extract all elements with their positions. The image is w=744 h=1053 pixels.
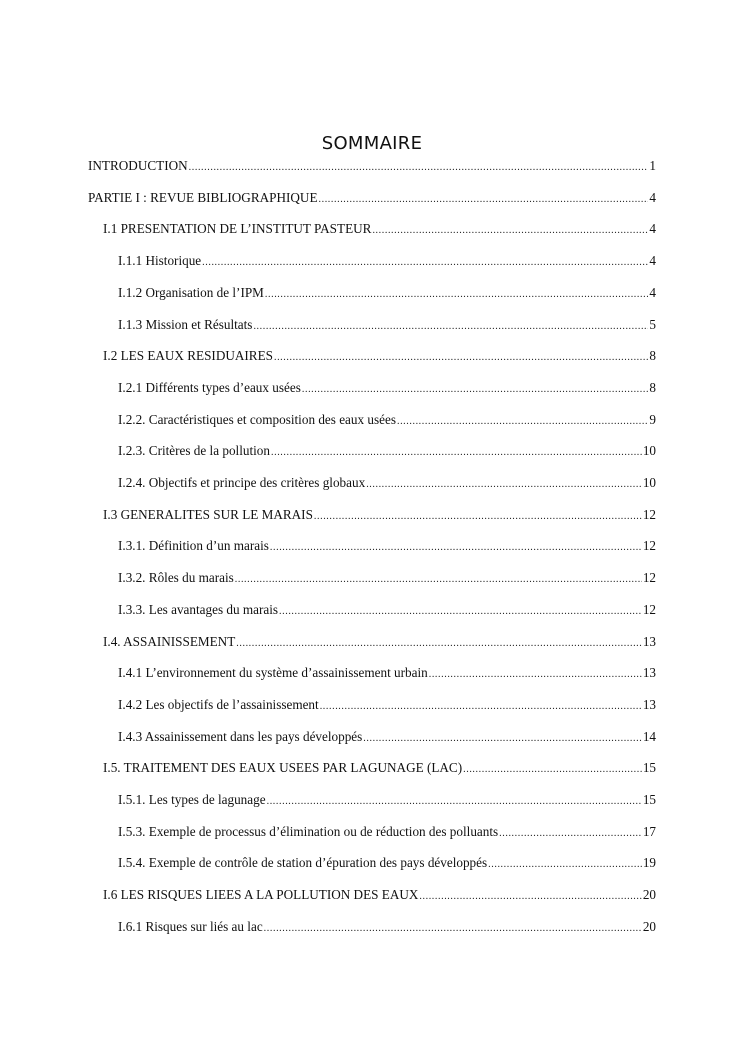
toc-entry-page-number: 20 [642, 887, 656, 902]
toc-entry-label: I.6 LES RISQUES LIEES A LA POLLUTION DES EAUX [103, 887, 419, 902]
dot-leader [302, 381, 649, 399]
toc-entry-label: I.1.1 Historique [118, 253, 202, 268]
toc-entry-label: I.2 LES EAUX RESIDUAIRES [103, 348, 273, 363]
dot-leader [366, 476, 642, 494]
toc-entry[interactable] [118, 854, 656, 872]
toc-entry[interactable] [118, 252, 656, 270]
toc-entry-page-number: 19 [642, 855, 656, 870]
toc-entry-label: I.3.3. Les avantages du marais [118, 602, 279, 617]
toc-entry[interactable] [118, 411, 656, 429]
dot-leader [499, 825, 642, 843]
toc-entry-page-number: 4 [649, 221, 656, 236]
toc-entry[interactable] [118, 664, 656, 682]
toc-entry-page-number: 12 [642, 538, 656, 553]
toc-entry-label: I.2.2. Caractéristiques et composition des eaux usées [118, 412, 396, 427]
toc-entry[interactable] [118, 569, 656, 587]
toc-entry[interactable] [118, 379, 656, 397]
dot-leader [314, 508, 642, 526]
toc-entry-label: I.4.1 L’environnement du système d’assainissement urbain [118, 665, 428, 680]
toc-entry[interactable] [118, 791, 656, 809]
dot-leader [419, 888, 641, 906]
dot-leader [202, 254, 648, 272]
toc-entry-label: I.2.4. Objectifs et principe des critères globaux [118, 475, 366, 490]
dot-leader [429, 666, 642, 684]
dot-leader [463, 761, 642, 779]
toc-entry[interactable] [88, 157, 656, 175]
toc-entry-page-number: 10 [642, 475, 656, 490]
toc-entry-label: I.6.1 Risques sur liés au lac [118, 919, 263, 934]
toc-entry-page-number: 10 [642, 443, 656, 458]
toc-entry-page-number: 8 [649, 380, 656, 395]
toc-entry-page-number: 5 [649, 317, 656, 332]
toc-entry[interactable] [103, 886, 656, 904]
toc-entry-label: I.3.1. Définition d’un marais [118, 538, 269, 553]
dot-leader [235, 571, 642, 589]
toc-entry[interactable] [118, 442, 656, 460]
toc-entry[interactable] [118, 316, 656, 334]
dot-leader [271, 444, 642, 462]
toc-entry-label: I.5.1. Les types de lagunage [118, 792, 266, 807]
toc-entry[interactable] [118, 474, 656, 492]
page-title: SOMMAIRE [321, 133, 423, 154]
toc-entry-label: I.5. TRAITEMENT DES EAUX USEES PAR LAGUNAGE (LAC) [103, 760, 463, 775]
toc-entry-label: I.1.3 Mission et Résultats [118, 317, 253, 332]
toc-entry[interactable] [118, 728, 656, 746]
toc-entry[interactable] [103, 759, 656, 777]
toc-entry-label: I.5.3. Exemple de processus d’élimination ou de réduction des polluants [118, 824, 499, 839]
toc-entry[interactable] [118, 601, 656, 619]
toc-entry-page-number: 20 [642, 919, 656, 934]
toc-entry-label: I.2.3. Critères de la pollution [118, 443, 270, 458]
toc-entry-page-number: 14 [642, 729, 656, 744]
dot-leader [279, 603, 642, 621]
toc-entry-page-number: 8 [649, 348, 656, 363]
toc-entry[interactable] [118, 696, 656, 714]
dot-leader [397, 413, 648, 431]
toc-entry-label: INTRODUCTION [88, 158, 188, 173]
toc-entry[interactable] [118, 537, 656, 555]
dot-leader [372, 222, 648, 240]
toc-entry-label: I.3.2. Rôles du marais [118, 570, 234, 585]
toc-entry-page-number: 4 [649, 253, 656, 268]
toc-entry[interactable] [88, 189, 656, 207]
toc-entry-label: I.2.1 Différents types d’eaux usées [118, 380, 301, 395]
toc-entry[interactable] [103, 506, 656, 524]
toc-entry-page-number: 4 [649, 285, 656, 300]
toc-entry-page-number: 4 [649, 190, 656, 205]
toc-entry-label: I.4.3 Assainissement dans les pays développés [118, 729, 363, 744]
toc-entry-page-number: 13 [642, 665, 656, 680]
dot-leader [264, 920, 642, 938]
toc-entry-label: I.4.2 Les objectifs de l’assainissement [118, 697, 319, 712]
toc-entry-label: PARTIE I : REVUE BIBLIOGRAPHIQUE [88, 190, 318, 205]
dot-leader [488, 856, 642, 874]
dot-leader [265, 286, 649, 304]
dot-leader [189, 159, 649, 177]
toc-entry-page-number: 15 [642, 760, 656, 775]
toc-entry-page-number: 9 [649, 412, 656, 427]
toc-entry[interactable] [103, 220, 656, 238]
toc-entry-page-number: 13 [642, 634, 656, 649]
toc-entry-label: I.1 PRESENTATION DE L’INSTITUT PASTEUR [103, 221, 372, 236]
toc-entry-page-number: 12 [642, 602, 656, 617]
dot-leader [274, 349, 648, 367]
toc-entry[interactable] [103, 347, 656, 365]
toc-entry[interactable] [118, 918, 656, 936]
toc-entry-page-number: 12 [642, 507, 656, 522]
toc-entry-page-number: 13 [642, 697, 656, 712]
dot-leader [319, 191, 649, 209]
toc-entry-page-number: 1 [649, 158, 656, 173]
toc-entry-label: I.3 GENERALITES SUR LE MARAIS [103, 507, 313, 522]
toc-entry[interactable] [118, 823, 656, 841]
toc-entry-label: I.1.2 Organisation de l’IPM [118, 285, 264, 300]
dot-leader [236, 635, 642, 653]
toc-entry-label: I.5.4. Exemple de contrôle de station d’épuration des pays développés [118, 855, 488, 870]
toc-entry-label: I.4. ASSAINISSEMENT [103, 634, 236, 649]
dot-leader [270, 539, 642, 557]
toc-entry-page-number: 15 [642, 792, 656, 807]
dot-leader [320, 698, 642, 716]
dot-leader [363, 730, 642, 748]
toc-entry-page-number: 12 [642, 570, 656, 585]
toc-entry[interactable] [118, 284, 656, 302]
toc-entry-page-number: 17 [642, 824, 656, 839]
dot-leader [253, 318, 648, 336]
dot-leader [267, 793, 642, 811]
toc-entry[interactable] [103, 633, 656, 651]
